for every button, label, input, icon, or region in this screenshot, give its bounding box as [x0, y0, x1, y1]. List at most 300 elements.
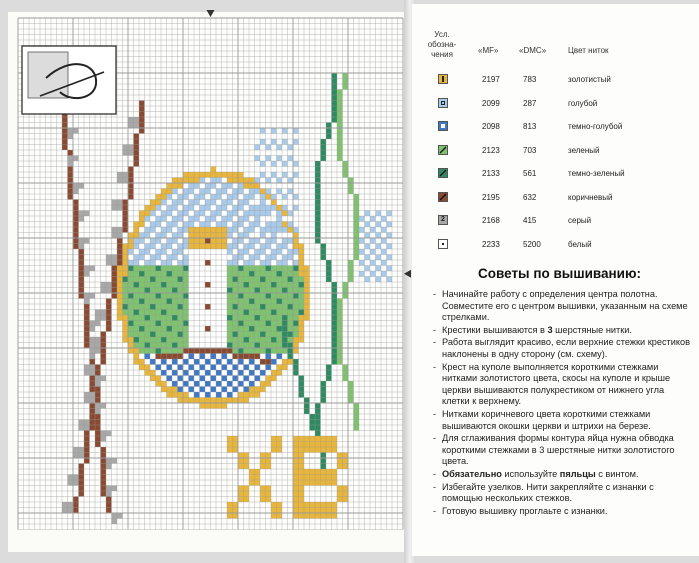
stitch: [222, 365, 228, 371]
stitch: [222, 282, 228, 288]
stitch: [332, 354, 338, 360]
stitch: [227, 299, 233, 305]
stitch: [62, 128, 68, 134]
stitch: [244, 271, 250, 277]
stitch: [271, 255, 277, 261]
stitch: [134, 359, 140, 365]
stitch: [84, 453, 90, 459]
stitch: [299, 458, 305, 464]
stitch: [123, 293, 129, 299]
stitch: [161, 271, 167, 277]
stitch: [277, 337, 283, 343]
stitch: [123, 222, 129, 228]
stitch: [343, 282, 349, 288]
stitch: [205, 304, 211, 310]
stitch: [178, 200, 184, 206]
stitch: [79, 238, 85, 244]
stitch: [200, 189, 206, 195]
stitch: [79, 266, 85, 272]
stitch: [255, 310, 261, 316]
stitch: [266, 348, 272, 354]
stitch: [145, 227, 151, 233]
stitch: [156, 233, 162, 239]
tip-item: - Готовую вышивку проглаьте с изнанки.: [432, 506, 694, 518]
stitch: [161, 348, 167, 354]
stitch: [178, 365, 184, 371]
stitch: [134, 348, 140, 354]
stitch: [332, 73, 338, 79]
stitch: [244, 183, 250, 189]
stitch: [200, 348, 206, 354]
stitch: [156, 337, 162, 343]
stitch: [117, 238, 123, 244]
stitch: [194, 238, 200, 244]
stitch: [255, 249, 261, 255]
stitch: [255, 145, 261, 151]
stitch: [216, 211, 222, 217]
stitch: [189, 348, 195, 354]
stitch: [189, 249, 195, 255]
stitch: [282, 255, 288, 261]
stitch: [233, 227, 239, 233]
tip-emphasis: 3: [547, 324, 553, 335]
stitch: [216, 370, 222, 376]
stitch: [216, 255, 222, 261]
stitch: [205, 348, 211, 354]
stitch: [222, 238, 228, 244]
stitch: [222, 233, 228, 239]
stitch: [211, 244, 217, 250]
stitch: [282, 238, 288, 244]
stitch: [249, 337, 255, 343]
stitch: [189, 299, 195, 305]
stitch: [128, 150, 134, 156]
stitch: [189, 216, 195, 222]
stitch: [337, 117, 343, 123]
stitch: [161, 200, 167, 206]
stitch: [90, 409, 96, 415]
stitch: [260, 381, 266, 387]
stitch: [260, 194, 266, 200]
stitch: [321, 255, 327, 261]
stitch: [343, 161, 349, 167]
stitch: [249, 387, 255, 393]
legend-header-dmc: «DMC»: [519, 46, 547, 55]
stitch: [266, 260, 272, 266]
stitch: [266, 332, 272, 338]
stitch: [293, 161, 299, 167]
stitch: [79, 282, 85, 288]
stitch: [84, 436, 90, 442]
stitch: [211, 227, 217, 233]
stitch: [299, 469, 305, 475]
stitch: [156, 216, 162, 222]
stitch: [321, 469, 327, 475]
stitch: [178, 299, 184, 305]
stitch: [271, 310, 277, 316]
stitch: [194, 398, 200, 404]
stitch: [332, 337, 338, 343]
stitch: [106, 491, 112, 497]
stitch: [321, 513, 327, 519]
stitch: [101, 453, 107, 459]
stitch: [260, 354, 266, 360]
stitch: [337, 354, 343, 360]
stitch: [249, 266, 255, 272]
stitch: [134, 332, 140, 338]
stitch: [260, 266, 266, 272]
stitch: [145, 260, 151, 266]
stitch: [189, 326, 195, 332]
stitch: [205, 370, 211, 376]
stitch: [222, 398, 228, 404]
stitch: [321, 453, 327, 459]
stitch: [134, 255, 140, 261]
stitch: [216, 260, 222, 266]
stitch: [260, 227, 266, 233]
stitch: [244, 370, 250, 376]
stitch: [172, 293, 178, 299]
stitch: [238, 491, 244, 497]
stitch: [117, 513, 123, 519]
stitch: [244, 387, 250, 393]
stitch: [277, 189, 283, 195]
stitch: [271, 359, 277, 365]
stitch: [255, 282, 261, 288]
stitch: [106, 299, 112, 305]
stitch: [233, 255, 239, 261]
stitch: [271, 128, 277, 134]
stitch: [359, 271, 365, 277]
stitch: [260, 139, 266, 145]
stitch: [260, 200, 266, 206]
stitch: [156, 354, 162, 360]
stitch: [299, 513, 305, 519]
legend-color-name: темно-голубой: [568, 122, 623, 131]
stitch: [315, 205, 321, 211]
stitch: [194, 211, 200, 217]
stitch: [161, 321, 167, 327]
center-arrow-right: [404, 270, 411, 278]
stitch: [167, 277, 173, 283]
stitch: [183, 392, 189, 398]
stitch: [326, 447, 332, 453]
stitch: [288, 249, 294, 255]
stitch: [332, 112, 338, 118]
stitch: [326, 271, 332, 277]
stitch: [183, 398, 189, 404]
stitch: [216, 216, 222, 222]
stitch: [128, 244, 134, 250]
stitch: [288, 145, 294, 151]
stitch: [73, 502, 79, 508]
stitch: [249, 211, 255, 217]
legend-header-symbol: Усл. обозна-чения: [427, 30, 457, 59]
stitch: [222, 178, 228, 184]
stitch: [244, 205, 250, 211]
stitch: [167, 370, 173, 376]
stitch: [332, 502, 338, 508]
stitch: [238, 359, 244, 365]
stitch: [227, 249, 233, 255]
stitch: [304, 513, 310, 519]
stitch: [244, 315, 250, 321]
stitch: [90, 321, 96, 327]
stitch: [293, 172, 299, 178]
stitch: [271, 211, 277, 217]
stitch: [266, 238, 272, 244]
stitch: [238, 497, 244, 503]
stitch: [84, 343, 90, 349]
stitch: [216, 172, 222, 178]
stitch: [79, 271, 85, 277]
stitch: [288, 222, 294, 228]
stitch: [79, 475, 85, 481]
stitch: [156, 315, 162, 321]
stitch: [134, 260, 140, 266]
stitch: [233, 370, 239, 376]
stitch: [260, 343, 266, 349]
stitch: [68, 508, 74, 514]
stitch: [277, 332, 283, 338]
stitch: [161, 233, 167, 239]
stitch: [194, 189, 200, 195]
stitch: [90, 403, 96, 409]
stitch: [332, 117, 338, 123]
stitch: [194, 260, 200, 266]
stitch: [216, 354, 222, 360]
stitch: [194, 370, 200, 376]
stitch: [227, 508, 233, 514]
legend-color-name: золотистый: [568, 75, 611, 84]
stitch: [150, 211, 156, 217]
stitch: [238, 453, 244, 459]
stitch: [315, 403, 321, 409]
stitch: [222, 183, 228, 189]
stitch: [315, 442, 321, 448]
stitch: [227, 343, 233, 349]
stitch: [178, 216, 184, 222]
stitch: [216, 343, 222, 349]
stitch: [200, 376, 206, 382]
stitch: [222, 293, 228, 299]
stitch: [101, 458, 107, 464]
stitch: [205, 310, 211, 316]
stitch: [277, 178, 283, 184]
stitch: [238, 244, 244, 250]
stitch: [161, 255, 167, 261]
stitch: [244, 194, 250, 200]
stitch: [255, 381, 261, 387]
stitch: [79, 486, 85, 492]
stitch: [238, 178, 244, 184]
stitch: [211, 387, 217, 393]
stitch: [315, 513, 321, 519]
stitch: [376, 266, 382, 272]
stitch: [194, 293, 200, 299]
stitch: [376, 211, 382, 217]
stitch: [282, 222, 288, 228]
stitch: [249, 332, 255, 338]
stitch: [249, 315, 255, 321]
stitch: [370, 227, 376, 233]
stitch: [376, 233, 382, 239]
stitch: [161, 238, 167, 244]
stitch: [348, 260, 354, 266]
stitch: [134, 145, 140, 151]
stitch: [172, 260, 178, 266]
stitch: [244, 255, 250, 261]
stitch: [255, 348, 261, 354]
stitch: [200, 304, 206, 310]
stitch: [293, 299, 299, 305]
stitch: [249, 288, 255, 294]
stitch: [101, 343, 107, 349]
stitch: [310, 480, 316, 486]
stitch: [277, 205, 283, 211]
stitch: [123, 282, 129, 288]
stitch: [260, 310, 266, 316]
stitch: [387, 233, 393, 239]
stitch: [79, 425, 85, 431]
stitch: [282, 326, 288, 332]
stitch: [271, 332, 277, 338]
stitch: [178, 249, 184, 255]
stitch: [145, 337, 151, 343]
tip-text: шерстяные нитки.: [552, 324, 632, 335]
stitch: [304, 266, 310, 272]
stitch: [244, 381, 250, 387]
stitch: [271, 326, 277, 332]
stitch: [95, 370, 101, 376]
stitch: [222, 216, 228, 222]
stitch: [200, 244, 206, 250]
stitch: [233, 354, 239, 360]
stitch: [183, 343, 189, 349]
stitch: [348, 271, 354, 277]
stitch: [299, 288, 305, 294]
stitch: [117, 255, 123, 261]
stitch: [337, 332, 343, 338]
stitch: [238, 211, 244, 217]
stitch: [266, 486, 272, 492]
stitch: [227, 271, 233, 277]
stitch: [95, 442, 101, 448]
stitch: [238, 205, 244, 211]
stitch: [282, 359, 288, 365]
stitch: [211, 277, 217, 283]
stitch: [156, 348, 162, 354]
stitch: [178, 337, 184, 343]
stitch: [211, 299, 217, 305]
stitch: [255, 211, 261, 217]
stitch: [84, 370, 90, 376]
stitch: [183, 183, 189, 189]
stitch: [189, 337, 195, 343]
stitch: [266, 156, 272, 162]
legend-header-color: Цвет ниток: [568, 46, 609, 55]
stitch: [222, 260, 228, 266]
stitch: [205, 200, 211, 206]
stitch: [227, 381, 233, 387]
stitch: [117, 304, 123, 310]
stitch: [277, 227, 283, 233]
stitch: [255, 365, 261, 371]
stitch: [337, 304, 343, 310]
stitch: [222, 403, 228, 409]
stitch: [299, 277, 305, 283]
stitch: [326, 508, 332, 514]
stitch: [101, 480, 107, 486]
stitch: [315, 200, 321, 206]
stitch: [238, 277, 244, 283]
stitch: [244, 359, 250, 365]
stitch: [255, 194, 261, 200]
stitch: [277, 156, 283, 162]
stitch: [161, 343, 167, 349]
stitch: [167, 255, 173, 261]
stitch: [293, 348, 299, 354]
stitch: [370, 249, 376, 255]
stitch: [211, 304, 217, 310]
stitch: [227, 233, 233, 239]
stitch: [233, 299, 239, 305]
stitch: [134, 337, 140, 343]
stitch: [139, 123, 145, 129]
stitch: [244, 260, 250, 266]
stitch: [277, 216, 283, 222]
stitch: [387, 211, 393, 217]
stitch: [260, 332, 266, 338]
stitch: [315, 222, 321, 228]
stitch: [277, 134, 283, 140]
stitch: [205, 332, 211, 338]
stitch: [211, 376, 217, 382]
stitch: [84, 431, 90, 437]
stitch: [200, 354, 206, 360]
stitch: [95, 414, 101, 420]
stitch: [90, 348, 96, 354]
stitch: [310, 513, 316, 519]
stitch: [216, 233, 222, 239]
stitch: [139, 244, 145, 250]
stitch: [106, 288, 112, 294]
stitch: [172, 321, 178, 327]
stitch: [172, 249, 178, 255]
stitch: [227, 398, 233, 404]
stitch: [145, 205, 151, 211]
stitch: [381, 216, 387, 222]
stitch: [183, 326, 189, 332]
stitch: [365, 244, 371, 250]
stitch: [238, 288, 244, 294]
stitch: [260, 233, 266, 239]
stitch: [101, 431, 107, 437]
stitch: [233, 326, 239, 332]
stitch: [282, 282, 288, 288]
stitch: [84, 293, 90, 299]
stitch: [359, 227, 365, 233]
stitch: [244, 392, 250, 398]
stitch: [255, 200, 261, 206]
stitch: [211, 183, 217, 189]
stitch: [123, 315, 129, 321]
stitch: [315, 227, 321, 233]
stitch: [205, 233, 211, 239]
stitch: [376, 244, 382, 250]
stitch: [266, 266, 272, 272]
stitch: [106, 255, 112, 261]
